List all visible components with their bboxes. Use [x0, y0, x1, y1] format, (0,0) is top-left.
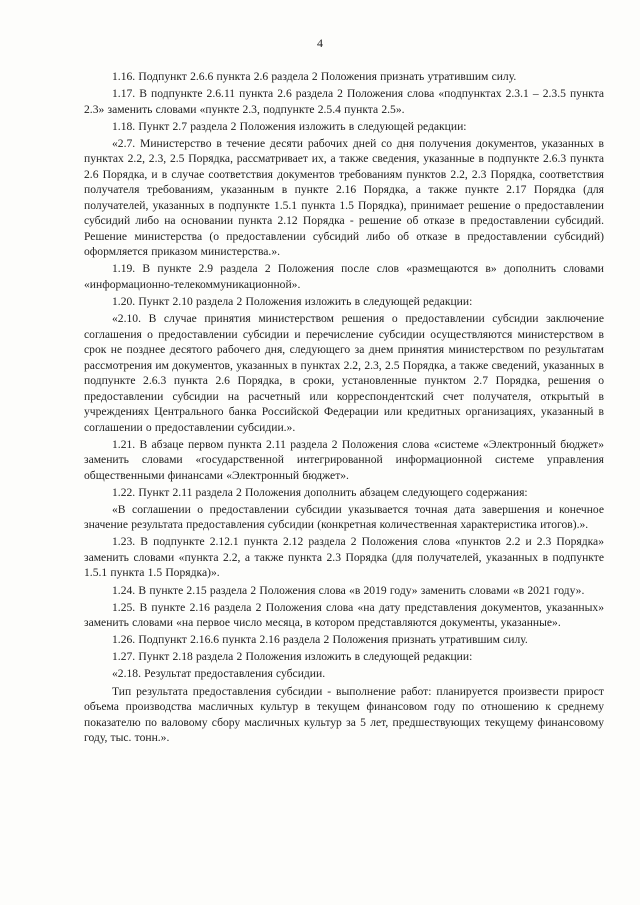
paragraph-1-20: 1.20. Пункт 2.10 раздела 2 Положения изложить в следующей редакции:: [112, 294, 473, 308]
paragraph-2-10-quote: «2.10. В случае принятия министерством решения о предоставлении субсидии заключение соглашения о предоставлении субсидии и перечисление субсидии осуществляются министерством в срок не позднее десятого рабочего дня, следующего за днем принятия министерством по результатам рассмотрения им документов, указанных в пунктах 2.2, 2.3, 2.5 Порядка, а также сведений, указанных в подпункте 2.6.3 пункта 2.6 Порядка, в сроки, установленные пунктом 2.7 Порядка, решения о предоставлении субсидии на расчетный или корреспондентский счет получателя, открытый в учреждениях Центрального банка Российской Федерации или кредитных организациях, указанный в соглашении о предоставлении субсидии.».: [84, 312, 604, 434]
document-body: [84, 69, 604, 747]
page-number: 4: [317, 36, 323, 50]
paragraph-2-7-quote: «2.7. Министерство в течение десяти рабочих дней со дня получения документов, указанных в пунктах 2.2, 2.3, 2.5 Порядка, рассматривает их, а также сведения, указанные в подпункте 2.6.3 пункта 2.6 Порядка, и в случае соответствия документов требованиям пунктов 2.2, 2.3 Порядка, соответствия получателя требованиям, указанным в пункте 2.16 Порядка, а также пункте 2.17 Порядка (для получателей, указанных в подпункте 1.5.1 пункта 1.5 Порядка), принимает решение о предоставлении субсидий либо на основании пункта 2.12 Порядка - решение об отказе в предоставлении субсидий. Решение министерства (о предоставлении субсидий либо об отказе в предоставлении субсидий) оформляется приказом министерства.».: [84, 136, 604, 259]
paragraph-1-22: 1.22. Пункт 2.11 раздела 2 Положения дополнить абзацем следующего содержания:: [112, 485, 528, 499]
paragraph-1-19: 1.19. В пункте 2.9 раздела 2 Положения после слов «размещаются в» дополнить словами «информационно-телекоммуникационной».: [84, 262, 604, 291]
paragraph-1-16: 1.16. Подпункт 2.6.6 пункта 2.6 раздела 2 Положения признать утратившим силу.: [112, 70, 517, 83]
paragraph-1-27: 1.27. Пункт 2.18 раздела 2 Положения изложить в следующей редакции:: [112, 650, 473, 664]
paragraph-2-18-quote: «2.18. Результат предоставления субсидии.: [112, 667, 326, 681]
paragraph-1-21: 1.21. В абзаце первом пункта 2.11 раздела 2 Положения слова «системе «Электронный бюджет» заменить словами «государственной интегрированной информационной системе управления общественными финансами «Электронный бюджет».: [84, 437, 604, 482]
paragraph-1-18: 1.18. Пункт 2.7 раздела 2 Положения изложить в следующей редакции:: [112, 119, 467, 133]
paragraph-1-24: 1.24. В пункте 2.15 раздела 2 Положения слова «в 2019 году» заменить словами «в 2021 году».: [112, 583, 585, 597]
paragraph-result-type: Тип результата предоставления субсидии - выполнение работ: планируется произвести прирост объема производства масличных культур в текущем финансовом году по отношению к среднему показателю по валовому сбору масличных культур за 5 лет, предшествующих текущему финансовому году, тыс. тонн.».: [84, 684, 604, 744]
paragraph-1-25: 1.25. В пункте 2.16 раздела 2 Положения слова «на дату представления документов, указанных» заменить словами «на первое число месяца, в котором представляются документы, указанные».: [84, 600, 604, 630]
paragraph-1-26: 1.26. Подпункт 2.16.6 пункта 2.16 раздела 2 Положения признать утратившим силу.: [112, 633, 528, 647]
paragraph-1-23: 1.23. В подпункте 2.12.1 пункта 2.12 раздела 2 Положения слова «пунктов 2.2 и 2.3 Порядка» заменить словами «пункта 2.2, а также пункта 2.3 Порядка (для получателей, указанных в подпункте 1.5.1 пункта 1.5 Порядка)».: [84, 535, 604, 580]
paragraph-1-17: 1.17. В подпункте 2.6.11 пункта 2.6 раздела 2 Положения слова «подпунктах 2.3.1 – 2.3.5 пункта 2.3» заменить словами «пункте 2.3, подпункте 2.5.4 пункта 2.5».: [84, 87, 604, 116]
paragraph-2-11-quote: «В соглашении о предоставлении субсидии указывается точная дата завершения и конечное значение результата предоставления субсидии (конкретная количественная характеристика итогов).».: [84, 502, 604, 532]
